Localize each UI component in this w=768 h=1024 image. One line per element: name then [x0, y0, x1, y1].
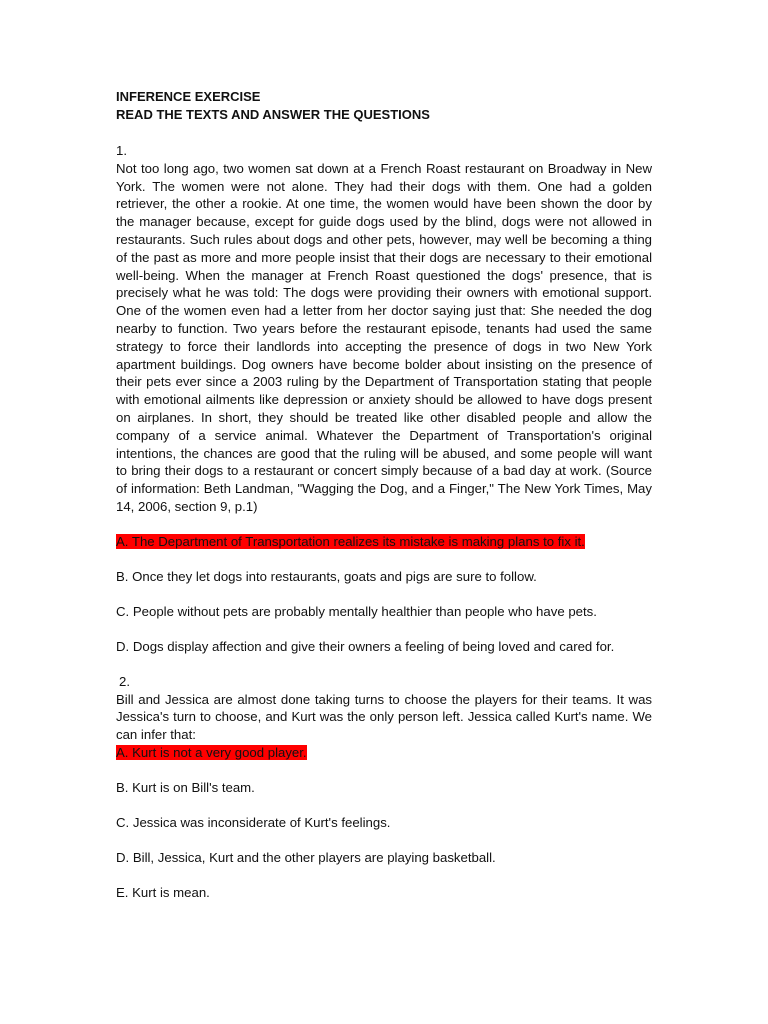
question-1-number: 1.	[116, 143, 127, 158]
exercise-instructions: READ THE TEXTS AND ANSWER THE QUESTIONS	[116, 107, 430, 122]
highlighted-answer: A. The Department of Transportation realizes its mistake is making plans to fix it.	[116, 533, 585, 549]
question-2-option-d: D. Bill, Jessica, Kurt and the other players are playing basketball.	[116, 849, 496, 865]
question-2-number: 2.	[119, 673, 130, 689]
exercise-title: INFERENCE EXERCISE	[116, 89, 261, 104]
question-2-option-a	[116, 744, 652, 762]
highlighted-answer: A. Kurt is not a very good player.	[116, 744, 307, 760]
question-1-option-a	[116, 533, 652, 551]
question-2-option-e: E. Kurt is mean.	[116, 884, 210, 900]
question-1-option-c: C. People without pets are probably mentally healthier than people who have pets.	[116, 603, 597, 619]
question-1-option-d: D. Dogs display affection and give their owners a feeling of being loved and cared for.	[116, 638, 615, 654]
question-1-option-b: B. Once they let dogs into restaurants, goats and pigs are sure to follow.	[116, 568, 537, 584]
question-2-option-c: C. Jessica was inconsiderate of Kurt's feelings.	[116, 814, 391, 830]
question-1-passage: Not too long ago, two women sat down at a French Roast restaurant on Broadway in New York. The women were not alone. They had their dogs with them. One had a golden retriever, the other a rookie. At one time, the women would have been shown the door by the manager because, except for guide dogs used by the blind, dogs were not allowed in restaurants. Such rules about dogs and other pets, however, may well be becoming a thing of the past as more and more people insist that their dogs are necessary to their emotional well-being. When the manager at French Roast questioned the dogs' presence, that is precisely what he was told: The dogs were providing their owners with emotional support. One of the women even had a letter from her doctor saying just that: She needed the dog nearby to function. Two years before the restaurant episode, tenants had used the same strategy to force their landlords into accepting the presence of dogs in two New York apartment buildings. Dog owners have become bolder about insisting on the presence of their pets ever since a 2003 ruling by the Department of Transportation stating that people with emotional ailments like depression or anxiety should be allowed to have dogs present on airplanes. In short, they should be treated like other disabled people and allow the company of a service animal. Whatever the Department of Transportation's original intentions, the chances are good that the ruling will be abused, and some people will want to bring their dogs to a restaurant or concert simply because of a bad day at work. (Source of information: Beth Landman, "Wagging the Dog, and a Finger," The New York Times, May 14, 2006, section 9, p.1)	[116, 160, 652, 514]
question-2-passage: Bill and Jessica are almost done taking turns to choose the players for their teams. It was Jessica's turn to choose, and Kurt was the only person left. Jessica called Kurt's name. We can infer that:	[116, 691, 652, 743]
question-2-option-b: B. Kurt is on Bill's team.	[116, 779, 255, 795]
